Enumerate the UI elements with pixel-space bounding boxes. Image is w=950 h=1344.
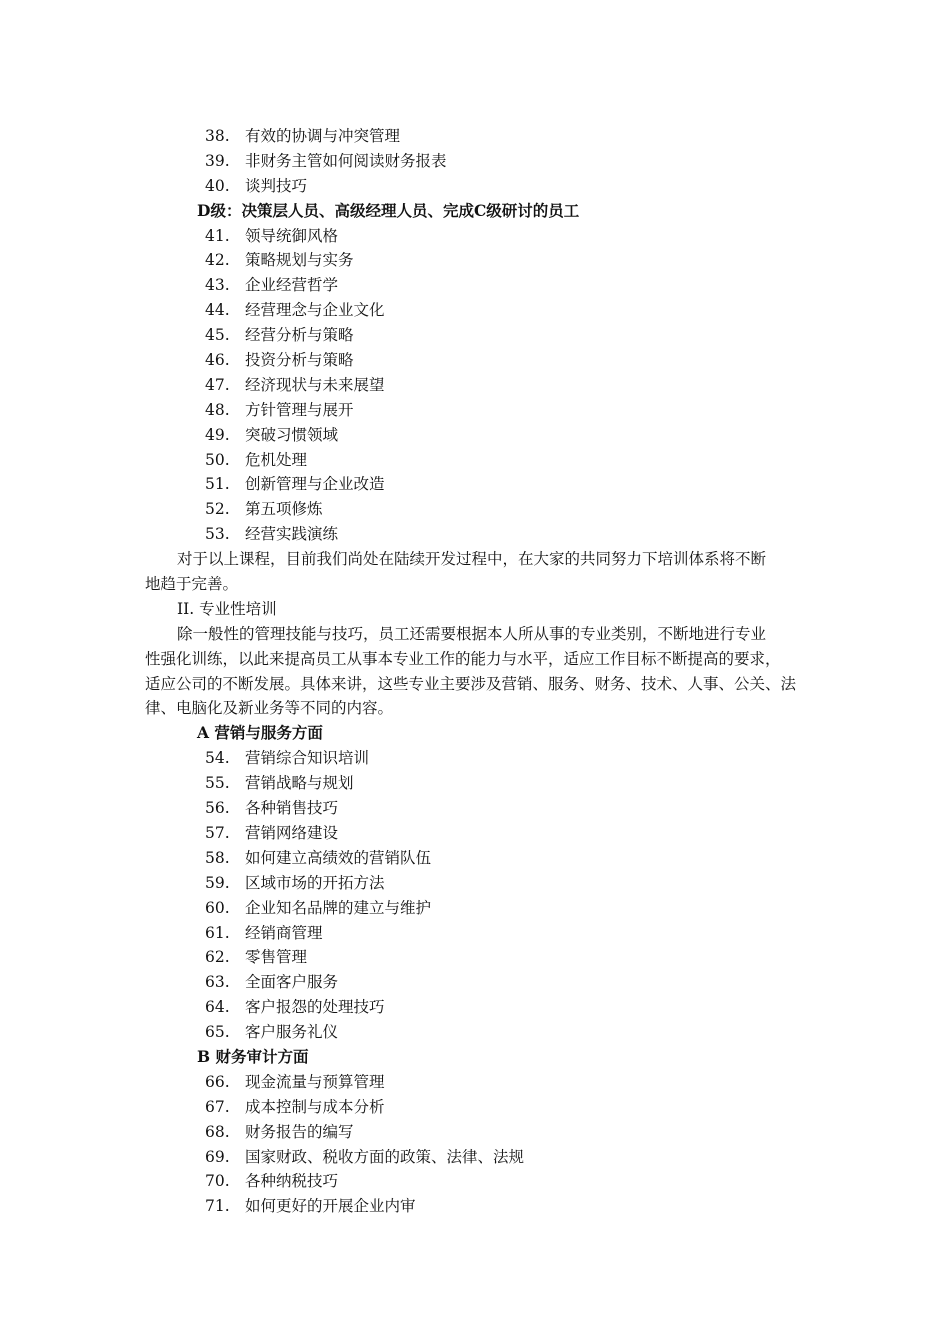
list-item xyxy=(0,298,950,323)
item-number: 62. xyxy=(205,948,230,967)
item-text: 营销综合知识培训 xyxy=(245,749,370,768)
item-number: 52. xyxy=(205,500,230,519)
item-text: 有效的协调与冲突管理 xyxy=(245,127,401,145)
list-item xyxy=(0,771,950,796)
item-text: 突破习惯领域 xyxy=(245,425,339,444)
list-item xyxy=(0,398,950,423)
paragraph-line xyxy=(0,547,950,572)
item-text: 零售管理 xyxy=(245,948,308,967)
item-number: 60. xyxy=(205,898,230,917)
heading-text: D级：决策层人员、高级经理人员、完成C级研讨的员工 xyxy=(197,200,580,220)
item-number: 63. xyxy=(205,973,230,992)
list-item xyxy=(0,1169,950,1194)
item-number: 54. xyxy=(205,749,230,768)
list-item xyxy=(0,995,950,1020)
list-item xyxy=(0,224,950,249)
list-item xyxy=(0,970,950,995)
item-text: 经营分析与策略 xyxy=(245,326,354,345)
paragraph-text: 地趋于完善。 xyxy=(145,575,239,594)
item-text: 如何更好的开展企业内审 xyxy=(245,1197,416,1216)
list-item xyxy=(0,149,950,174)
list-item xyxy=(0,871,950,896)
list-item xyxy=(0,1145,950,1170)
list-item xyxy=(0,945,950,970)
paragraph-text: 适应公司的不断发展。具体来讲，这些专业主要涉及营销、服务、财务、技术、人事、公关、法 xyxy=(145,674,797,693)
item-number: 53. xyxy=(205,525,230,544)
item-number: 46. xyxy=(205,351,230,370)
item-number: 67. xyxy=(205,1097,230,1116)
item-number: 68. xyxy=(205,1122,230,1141)
section-heading-d xyxy=(0,199,950,224)
item-text: 现金流量与预算管理 xyxy=(245,1072,385,1091)
list-item xyxy=(0,846,950,871)
item-text: 各种纳税技巧 xyxy=(245,1172,339,1191)
item-text: 营销网络建设 xyxy=(245,823,339,842)
paragraph-text: 律、电脑化及新业务等不同的内容。 xyxy=(145,699,394,718)
section-heading-ii xyxy=(0,597,950,622)
list-item xyxy=(0,248,950,273)
item-number: 39. xyxy=(205,151,230,170)
item-number: 44. xyxy=(205,301,230,320)
list-item xyxy=(0,796,950,821)
list-item xyxy=(0,921,950,946)
list-item xyxy=(0,1070,950,1095)
list-item xyxy=(0,124,950,149)
item-text: 营销战略与规划 xyxy=(245,774,354,793)
item-number: 42. xyxy=(205,251,230,270)
paragraph-line xyxy=(0,572,950,597)
heading-text: B 财务审计方面 xyxy=(197,1046,309,1066)
item-number: 41. xyxy=(205,226,230,245)
list-item xyxy=(0,1120,950,1145)
heading-text: A 营销与服务方面 xyxy=(197,723,323,743)
item-number: 49. xyxy=(205,425,230,444)
item-text: 经销商管理 xyxy=(245,923,323,942)
item-text: 创新管理与企业改造 xyxy=(245,475,385,494)
list-item xyxy=(0,1020,950,1045)
item-text: 谈判技巧 xyxy=(245,176,308,195)
item-number: 65. xyxy=(205,1023,230,1042)
list-item xyxy=(0,273,950,298)
list-item xyxy=(0,373,950,398)
item-text: 第五项修炼 xyxy=(245,500,323,519)
list-item xyxy=(0,1095,950,1120)
item-text: 危机处理 xyxy=(245,450,308,469)
item-number: 57. xyxy=(205,823,230,842)
item-text: 财务报告的编写 xyxy=(245,1122,354,1141)
item-text: 经济现状与未来展望 xyxy=(245,375,385,394)
item-text: 区域市场的开拓方法 xyxy=(245,873,385,892)
item-number: 47. xyxy=(205,375,230,394)
list-item xyxy=(0,174,950,199)
item-number: 70. xyxy=(205,1172,230,1191)
item-number: 51. xyxy=(205,475,230,494)
item-number: 71. xyxy=(205,1197,230,1216)
paragraph-text: 除一般性的管理技能与技巧，员工还需要根据本人所从事的专业类别，不断地进行专业 xyxy=(177,624,767,643)
list-item xyxy=(0,323,950,348)
item-text: 成本控制与成本分析 xyxy=(245,1097,385,1116)
section-title: II. 专业性培训 xyxy=(177,599,277,618)
list-item xyxy=(0,348,950,373)
item-text: 如何建立高绩效的营销队伍 xyxy=(245,848,432,867)
section-heading-b xyxy=(0,1045,950,1070)
paragraph-text: 性强化训练，以此来提高员工从事本专业工作的能力与水平，适应工作目标不断提高的要求， xyxy=(145,649,781,668)
item-number: 61. xyxy=(205,923,230,942)
item-number: 56. xyxy=(205,799,230,818)
item-text: 投资分析与策略 xyxy=(245,351,354,370)
item-number: 55. xyxy=(205,774,230,793)
list-item xyxy=(0,448,950,473)
item-number: 69. xyxy=(205,1147,230,1166)
item-text: 客户报怨的处理技巧 xyxy=(245,998,385,1017)
item-text: 国家财政、税收方面的政策、法律、法规 xyxy=(245,1147,525,1166)
item-number: 58. xyxy=(205,848,230,867)
list-item xyxy=(0,522,950,547)
item-text: 各种销售技巧 xyxy=(245,799,339,818)
item-number: 48. xyxy=(205,400,230,419)
list-item xyxy=(0,472,950,497)
item-number: 50. xyxy=(205,450,230,469)
list-item xyxy=(0,896,950,921)
item-text: 企业经营哲学 xyxy=(245,276,339,295)
list-item xyxy=(0,1194,950,1219)
document-page xyxy=(0,124,950,1219)
list-item xyxy=(0,497,950,522)
paragraph-line xyxy=(0,672,950,697)
item-number: 40. xyxy=(205,176,230,195)
list-item xyxy=(0,423,950,448)
item-text: 策略规划与实务 xyxy=(245,251,354,270)
item-text: 经营实践演练 xyxy=(245,525,339,544)
item-number: 38. xyxy=(205,127,230,145)
item-text: 经营理念与企业文化 xyxy=(245,301,385,320)
paragraph-line xyxy=(0,696,950,721)
list-item xyxy=(0,746,950,771)
paragraph-text: 对于以上课程，目前我们尚处在陆续开发过程中，在大家的共同努力下培训体系将不断 xyxy=(177,550,767,569)
item-number: 66. xyxy=(205,1072,230,1091)
item-number: 45. xyxy=(205,326,230,345)
item-text: 企业知名品牌的建立与维护 xyxy=(245,898,432,917)
item-text: 全面客户服务 xyxy=(245,973,339,992)
paragraph-line xyxy=(0,647,950,672)
list-item xyxy=(0,821,950,846)
section-heading-a xyxy=(0,721,950,746)
item-text: 方针管理与展开 xyxy=(245,400,354,419)
item-text: 领导统御风格 xyxy=(245,226,339,245)
item-text: 客户服务礼仪 xyxy=(245,1023,339,1042)
item-text: 非财务主管如何阅读财务报表 xyxy=(245,151,447,170)
paragraph-line xyxy=(0,622,950,647)
item-number: 43. xyxy=(205,276,230,295)
item-number: 64. xyxy=(205,998,230,1017)
item-number: 59. xyxy=(205,873,230,892)
